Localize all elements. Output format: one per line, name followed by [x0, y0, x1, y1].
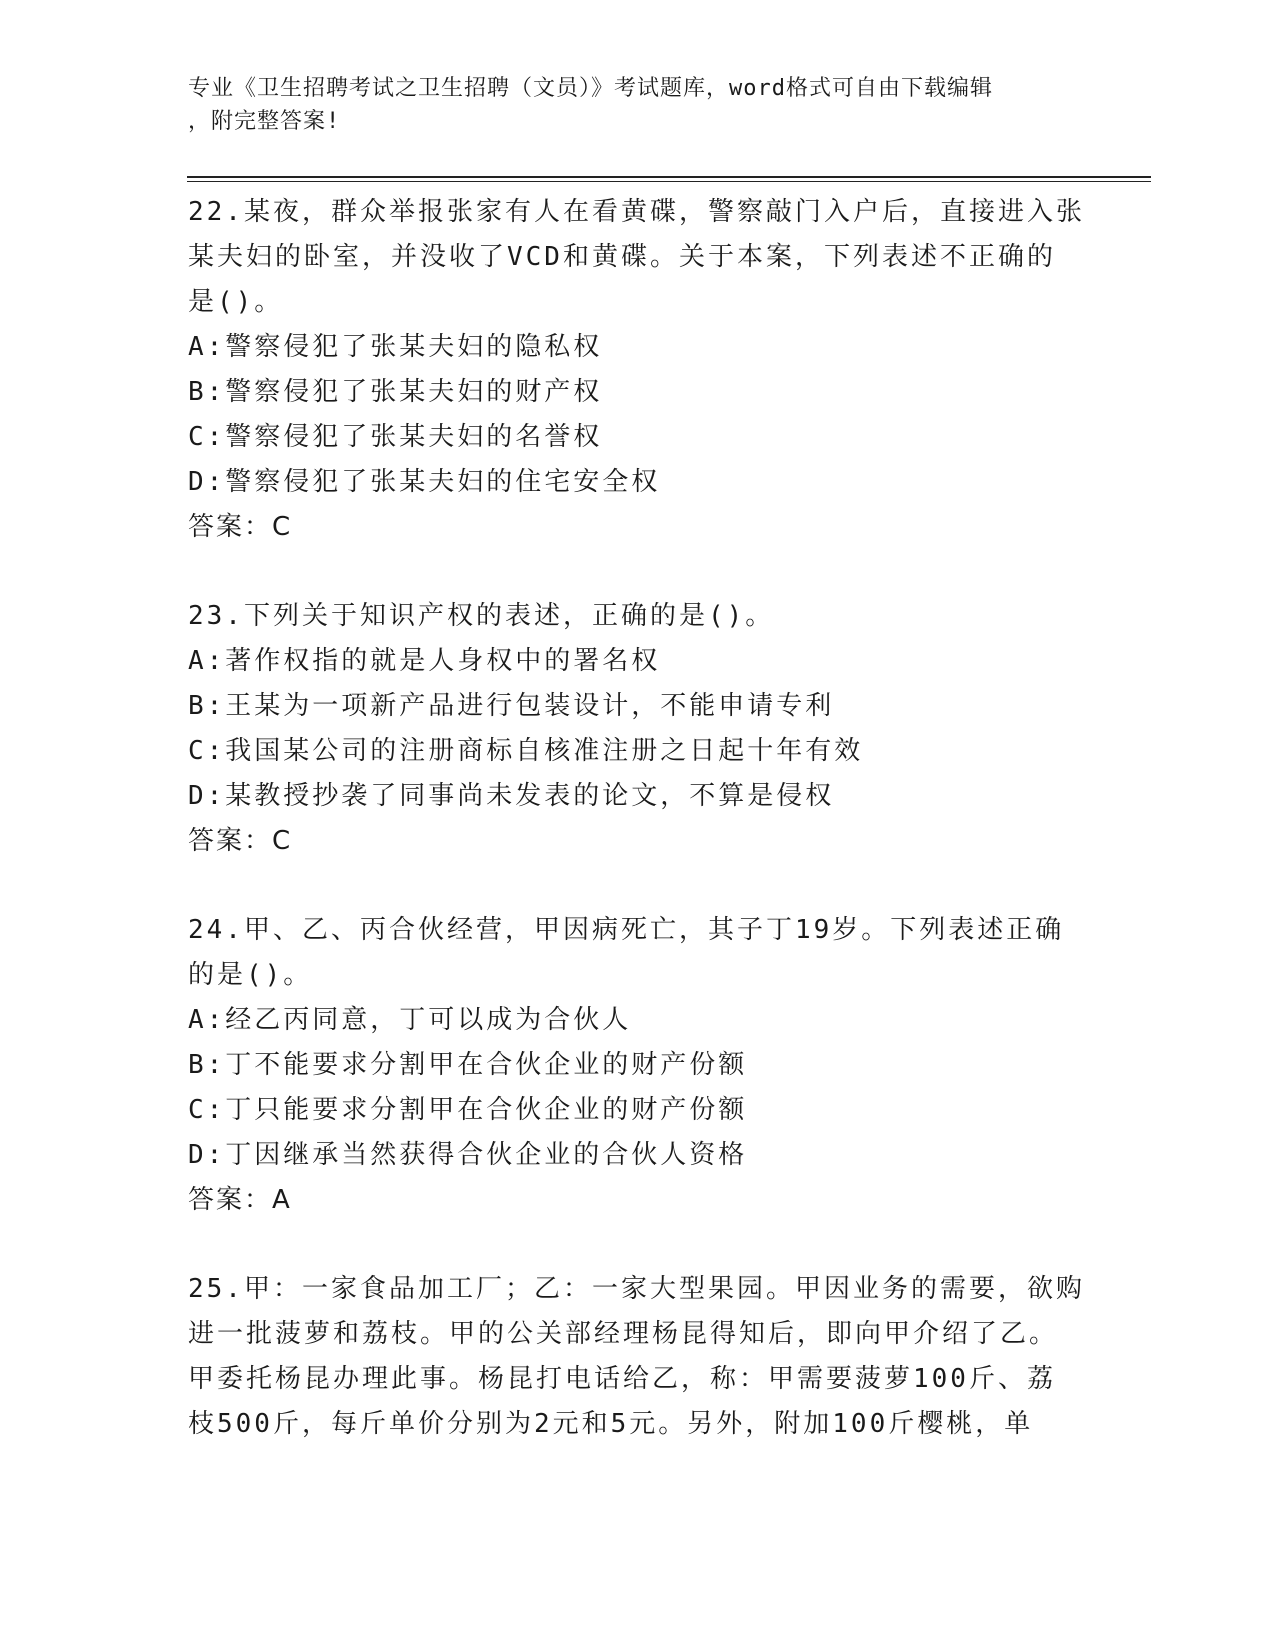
- option-d: D:丁因继承当然获得合伙企业的合伙人资格: [188, 1140, 748, 1170]
- header-divider-thick: [187, 176, 1151, 178]
- question-stem-line: 是()。: [188, 287, 284, 317]
- option-c: C:丁只能要求分割甲在合伙企业的财产份额: [188, 1095, 748, 1125]
- answer-line: 答案：C: [188, 512, 293, 542]
- question-stem-line: 某夫妇的卧室，并没收了VCD和黄碟。关于本案，下列表述不正确的: [188, 242, 1056, 272]
- option-c: C:警察侵犯了张某夫妇的名誉权: [188, 422, 603, 452]
- option-b: B:王某为一项新产品进行包装设计，不能申请专利: [188, 691, 835, 721]
- question-stem-line: 进一批菠萝和荔枝。甲的公关部经理杨昆得知后，即向甲介绍了乙。: [188, 1319, 1059, 1349]
- question-22: [188, 190, 1088, 550]
- question-stem-line: 枝500斤，每斤单价分别为2元和5元。另外，附加100斤樱桃，单: [188, 1409, 1034, 1439]
- question-list: [188, 190, 1088, 1491]
- question-stem-line: 甲委托杨昆办理此事。杨昆打电话给乙，称：甲需要菠萝100斤、荔: [188, 1364, 1056, 1394]
- option-d: D:某教授抄袭了同事尚未发表的论文，不算是侵权: [188, 781, 835, 811]
- document-header: [188, 72, 1068, 138]
- option-b: B:警察侵犯了张某夫妇的财产权: [188, 377, 603, 407]
- question-24: [188, 908, 1088, 1223]
- option-c: C:我国某公司的注册商标自核准注册之日起十年有效: [188, 736, 864, 766]
- question-stem-line: 25.甲：一家食品加工厂；乙：一家大型果园。甲因业务的需要，欲购: [188, 1274, 1085, 1304]
- question-23: [188, 594, 1088, 864]
- option-a: A:警察侵犯了张某夫妇的隐私权: [188, 332, 603, 362]
- question-stem-line: 的是()。: [188, 960, 313, 990]
- question-stem-line: 24.甲、乙、丙合伙经营，甲因病死亡，其子丁19岁。下列表述正确: [188, 915, 1065, 945]
- option-a: A:著作权指的就是人身权中的署名权: [188, 646, 661, 676]
- question-stem-line: 23.下列关于知识产权的表述，正确的是()。: [188, 601, 775, 631]
- option-a: A:经乙丙同意，丁可以成为合伙人: [188, 1005, 632, 1035]
- option-b: B:丁不能要求分割甲在合伙企业的财产份额: [188, 1050, 748, 1080]
- header-line-1: 专业《卫生招聘考试之卫生招聘（文员）》考试题库，word格式可自由下载编辑: [188, 76, 993, 101]
- header-line-2: ，附完整答案!: [188, 109, 341, 134]
- question-25: [188, 1267, 1088, 1447]
- answer-line: 答案：C: [188, 826, 293, 856]
- answer-line: 答案：A: [188, 1185, 292, 1215]
- option-d: D:警察侵犯了张某夫妇的住宅安全权: [188, 467, 661, 497]
- header-divider-thin: [187, 181, 1151, 182]
- question-stem-line: 22.某夜，群众举报张家有人在看黄碟，警察敲门入户后，直接进入张: [188, 197, 1085, 227]
